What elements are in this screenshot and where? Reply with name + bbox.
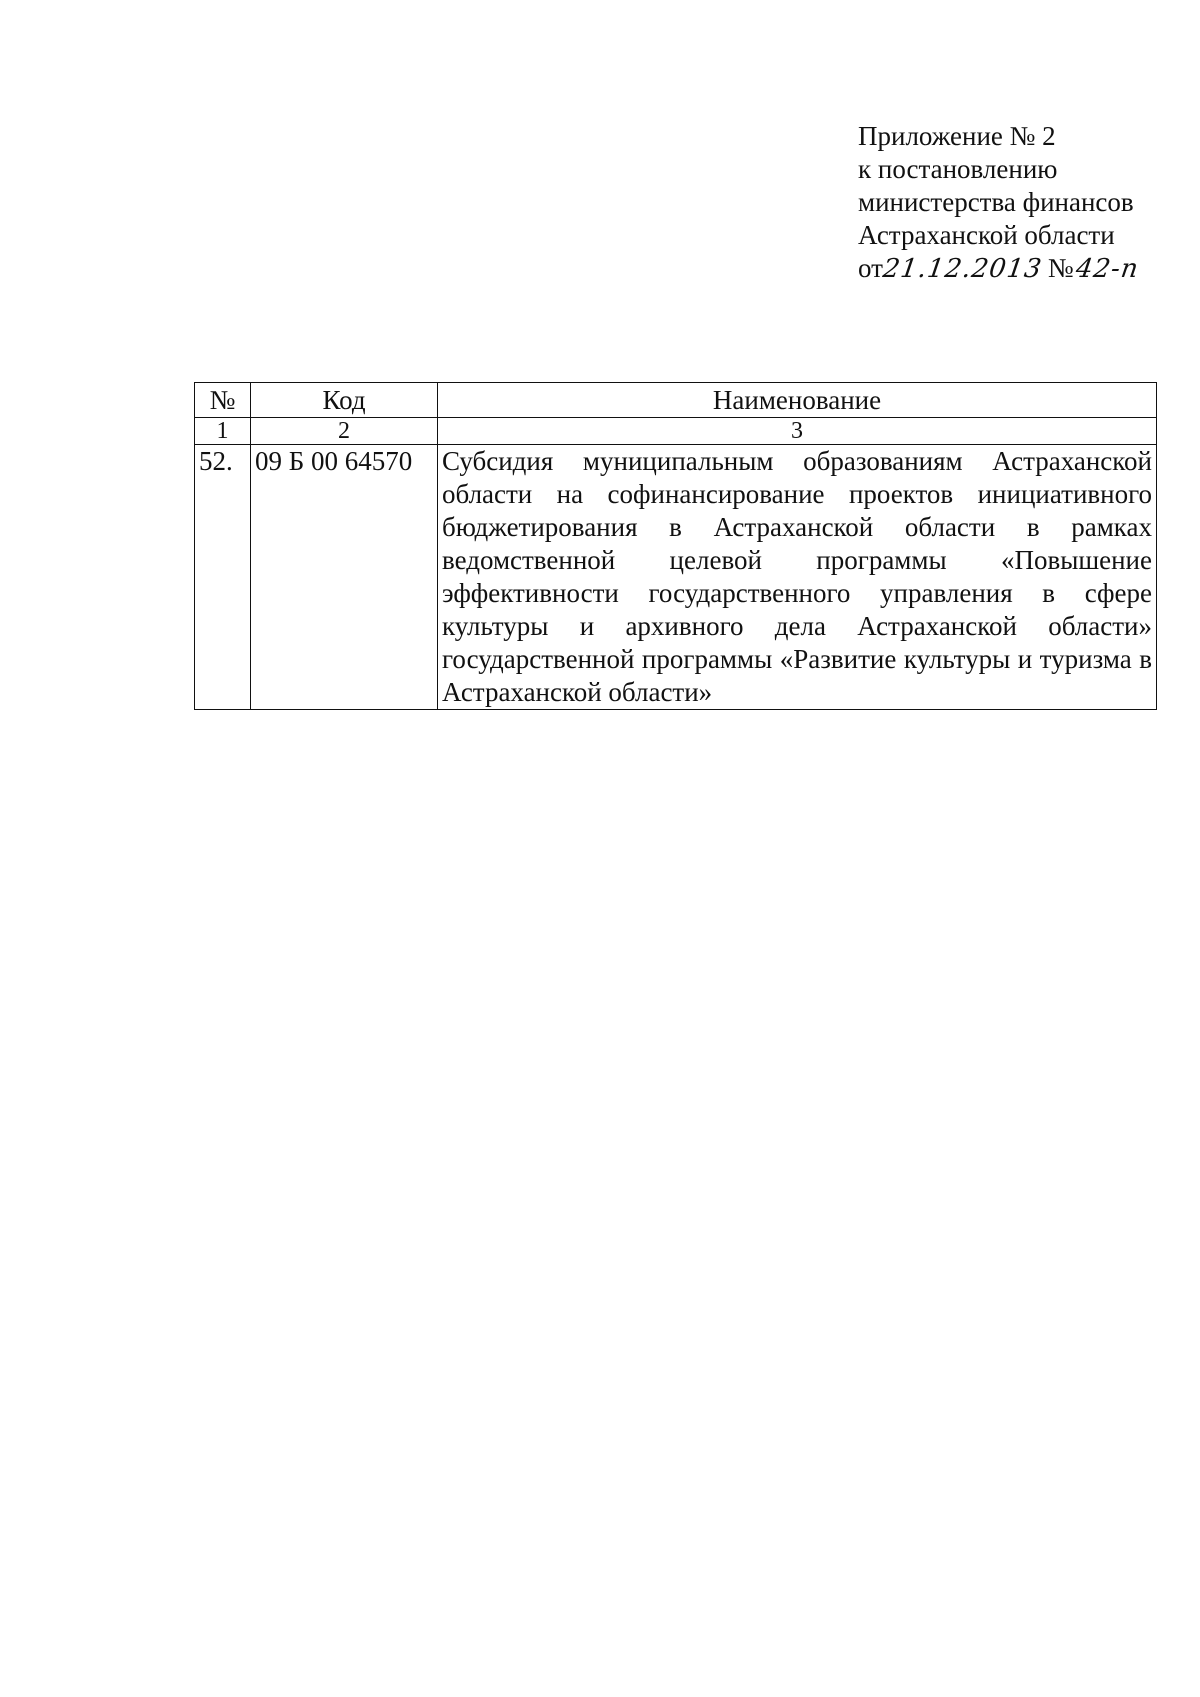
- table-header-row: [195, 383, 1157, 418]
- table-index-row: [195, 418, 1157, 445]
- header-number: №: [195, 383, 251, 418]
- table-row: [195, 445, 1157, 710]
- appendix-date-line: [858, 252, 1141, 286]
- row-code: 09 Б 00 64570: [251, 445, 438, 710]
- index-col-3: 3: [438, 418, 1157, 445]
- appendix-line-region: Астраханской области: [858, 220, 1115, 250]
- row-number: 52.: [195, 445, 251, 710]
- handwritten-number: 42-п: [1073, 254, 1141, 284]
- header-name: Наименование: [438, 383, 1157, 418]
- appendix-title: Приложение № 2: [858, 121, 1056, 151]
- index-col-2: 2: [251, 418, 438, 445]
- index-col-1: 1: [195, 418, 251, 445]
- appendix-line-resolution: к постановлению: [858, 154, 1058, 184]
- date-prefix: от: [858, 253, 883, 283]
- number-sign: №: [1047, 253, 1074, 283]
- appendix-line-ministry: министерства финансов: [858, 187, 1134, 217]
- budget-code-table: [194, 382, 1157, 710]
- appendix-header: [858, 120, 1141, 286]
- row-name: Субсидия муниципальным образованиям Астраханской области на софинансирование проектов инициативного бюджетирования в Астраханской области в рамках ведомственной целевой программы «Повышение эффективности государственного управления в сфере культуры и архивного дела Астраханской области» государственной программы «Развитие культуры и туризма в Астраханской области»: [438, 445, 1157, 710]
- handwritten-date: 21.12.2013: [880, 254, 1045, 284]
- header-code: Код: [251, 383, 438, 418]
